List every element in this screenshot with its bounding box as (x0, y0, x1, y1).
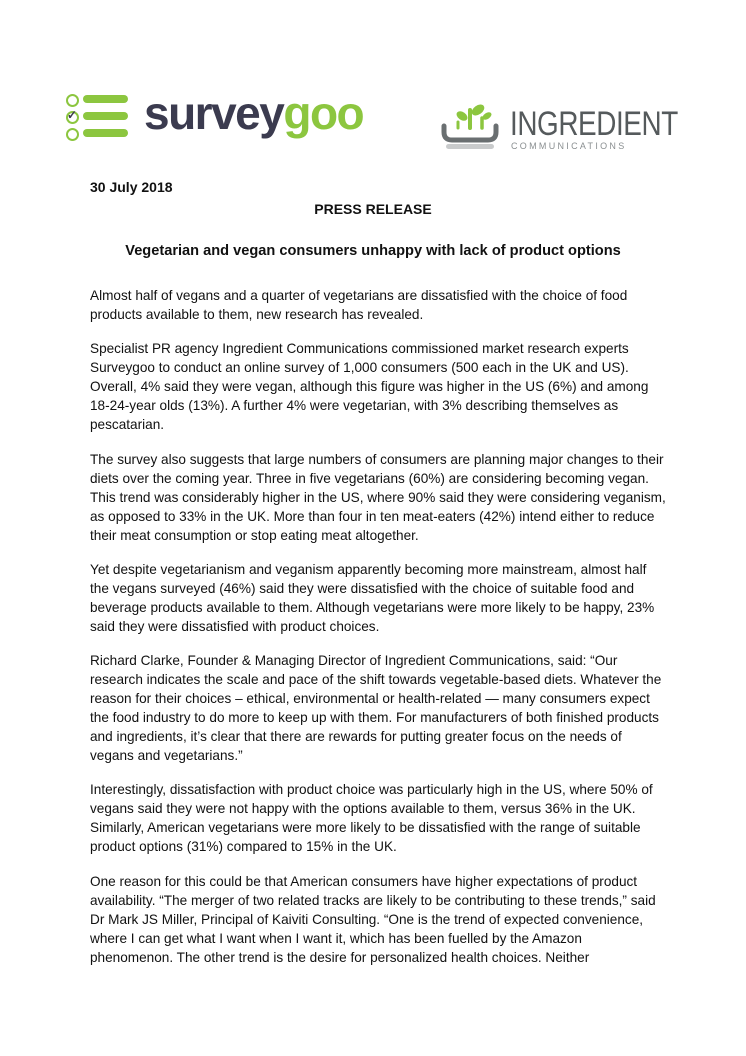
paragraph-3: The survey also suggests that large numbers of consumers are planning major changes to their diets over the coming year. Three in five vegetarians (60%) are considering becoming vegan. This trend was considerably higher in the US, where 90% said they were considering veganism, as opposed to 33% in the UK. More than four in ten meat-eaters (42%) intend either to reduce their meat consumption or stop eating meat altogether. (90, 452, 666, 543)
press-release-label: PRESS RELEASE (314, 201, 432, 217)
surveygoo-wordmark-dark: survey (144, 87, 284, 139)
communications-wordmark: COMMUNICATIONS (511, 141, 627, 151)
paragraph-4: Yet despite vegetarianism and veganism apparently becoming more mainstream, almost half the vegans surveyed (46%) said they were dissatisfied with the choice of suitable food and beverage products available to them. Although vegetarians were more likely to be happy, 23% said they were dissatisfied with product choices. (90, 562, 655, 634)
ingredient-wordmark: INGREDIENT (510, 105, 678, 143)
surveygoo-wordmark-green: goo (283, 87, 364, 139)
logo-header (0, 0, 746, 175)
headline: Vegetarian and vegan consumers unhappy with lack of product options (125, 243, 621, 259)
release-date: 30 July 2018 (90, 179, 173, 195)
sprout-bowl-icon (440, 104, 500, 150)
ingredient-communications-logo (438, 84, 678, 156)
checklist-icon: ✓ (66, 92, 136, 148)
paragraph-6: Interestingly, dissatisfaction with product choice was particularly high in the US, where 50% of vegans said they were not happy with the options available to them, versus 36% in the UK. Similarly, American vegetarians were more likely to be dissatisfied with the range of suitable product options (31%) compared to 15% in the UK. (90, 782, 653, 854)
paragraph-7: One reason for this could be that American consumers have higher expectations of product availability. “The merger of two related tracks are likely to be contributing to these trends,” said Dr Mark JS Miller, Principal of Kaiviti Consulting. “One is the trend of expected convenience, where I can get what I want when I want it, which has been fuelled by the Amazon phenomenon. The other trend is the desire for personalized health choices. Neither (90, 874, 656, 965)
surveygoo-logo (66, 87, 376, 152)
paragraph-5: Richard Clarke, Founder & Managing Director of Ingredient Communications, said: “Our research indicates the scale and pace of the shift towards vegetable-based diets. Whatever the reason for their choices – ethical, environmental or health-related — many consumers expect the food industry to do more to keep up with them. For manufacturers of both finished products and ingredients, it’s clear that there are rewards for putting greater focus on the needs of vegans and vegetarians.” (90, 653, 662, 763)
paragraph-2: Specialist PR agency Ingredient Communications commissioned market research experts Surveygoo to conduct an online survey of 1,000 consumers (500 each in the UK and US). Overall, 4% said they were vegan, although this figure was higher in the US (6%) and among 18-24-year olds (13%). A further 4% were vegetarian, with 3% describing themselves as pescatarian. (90, 341, 649, 432)
surveygoo-wordmark (144, 88, 363, 138)
paragraph-1: Almost half of vegans and a quarter of vegetarians are dissatisfied with the choice of food products available to them, new research has revealed. (90, 288, 628, 322)
